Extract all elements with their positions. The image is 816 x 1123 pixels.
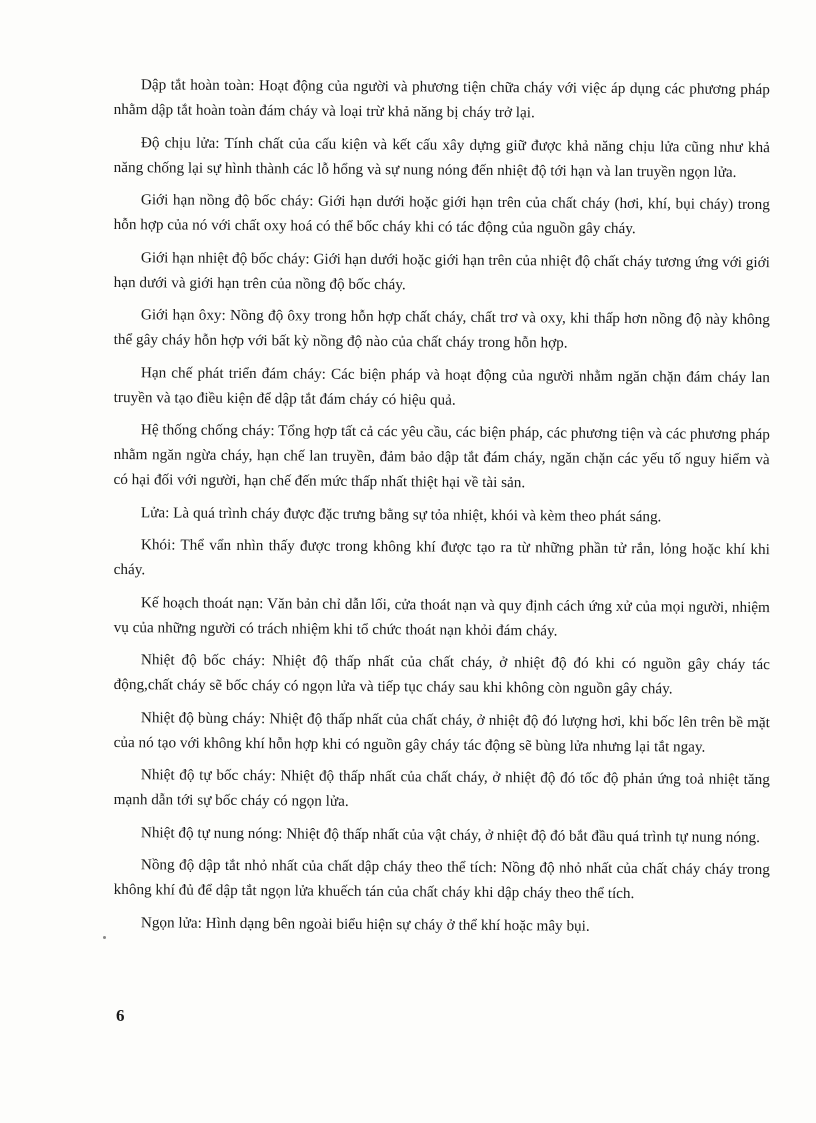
paragraph-do-chiu-lua: Độ chịu lửa: Tính chất của cấu kiện và kết cấu xây dựng giữ được khả năng chịu lửa cũng như khả năng chống lại sự hình thành các lỗ hổng và sự nung nóng đến nhiệt độ tới hạn và lan truyền ngọn lửa. [113, 133, 770, 181]
paragraph-nhiet-do-bung-chay: Nhiệt độ bùng cháy: Nhiệt độ thấp nhất của chất cháy, ở nhiệt độ đó lượng hơi, khi bốc lên trên bề mặt của nó tạo với không khí hỗn hợp khi có nguồn gây cháy tác động sẽ bùng lửa nhưng lại tắt ngay. [113, 708, 770, 756]
paragraph-nhiet-do-tu-nung-nong: Nhiệt độ tự nung nóng: Nhiệt độ thấp nhất của vật cháy, ở nhiệt độ đó bắt đầu quá trình tự nung nóng. [140, 823, 761, 846]
paragraph-he-thong-chong-chay: Hệ thống chống cháy: Tổng hợp tất cả các yêu cầu, các biện pháp, các phương tiện và các phương pháp nhằm ngăn ngừa cháy, hạn chế lan truyền, đảm bảo dập tắt đám cháy, ngăn chặn các yếu tố nguy hiểm và có hại đối với người, hạn chế đến mức thấp nhất thiệt hại về tài sản. [113, 421, 770, 492]
page-number: 6 [116, 1006, 125, 1025]
paragraph-ngon-lua: Ngọn lửa: Hình dạng bên ngoài biểu hiện sự cháy ở thể khí hoặc mây bụi. [140, 913, 590, 935]
paragraph-lua: Lửa: Là quá trình cháy được đặc trưng bằng sự tỏa nhiệt, khói và kèm theo phát sáng. [140, 503, 662, 525]
paragraph-dap-tat-hoan-toan: Dập tắt hoàn toàn: Hoạt động của người và phương tiện chữa cháy với việc áp dụng các phương pháp nhằm dập tắt hoàn toàn đám cháy và loại trừ khả năng bị cháy trở lại. [113, 76, 770, 122]
paragraph-gioi-han-nhiet-do-boc-chay: Giới hạn nhiệt độ bốc cháy: Giới hạn dưới hoặc giới hạn trên của nhiệt độ chất cháy tương ứng với giới hạn dưới và giới hạn trên của nồng độ bốc cháy. [113, 248, 770, 293]
paragraph-han-che-phat-trien: Hạn chế phát triển đám cháy: Các biện pháp và hoạt động của người nhằm ngăn chặn đám cháy lan truyền và tạo điều kiện để dập tắt đám cháy có hiệu quả. [113, 363, 770, 409]
paragraph-gioi-han-oxy: Giới hạn ôxy: Nồng độ ôxy trong hỗn hợp chất cháy, chất trơ và oxy, khi thấp hơn nồng độ này không thể gây cháy hỗn hợp với bất kỳ nồng độ nào của chất cháy trong hỗn hợp. [113, 306, 770, 352]
paragraph-nong-do-dap-tat: Nồng độ dập tắt nhỏ nhất của chất dập cháy theo thể tích: Nồng độ nhỏ nhất của chất cháy cháy trong không khí đủ để dập tắt ngọn lửa khuếch tán của chất cháy khi dập cháy theo thể tích. [113, 856, 770, 903]
paragraph-nhiet-do-tu-boc-chay: Nhiệt độ tự bốc cháy: Nhiệt độ thấp nhất của chất cháy, ở nhiệt độ đó tốc độ phản ứng toả nhiệt tăng mạnh dẫn tới sự bốc cháy có ngọn lửa. [113, 766, 770, 810]
paragraph-khoi: Khói: Thể vẩn nhìn thấy được trong không khí được tạo ra từ những phần tử rắn, lỏng hoặc khí khi cháy. [113, 536, 770, 579]
paragraph-nhiet-do-boc-chay: Nhiệt độ bốc cháy: Nhiệt độ thấp nhất của chất cháy, ở nhiệt độ đó khi có nguồn gây cháy tác động,chất cháy sẽ bốc cháy có ngọn lửa và tiếp tục cháy sau khi không còn nguồn gây cháy. [113, 651, 770, 698]
scan-speck [103, 936, 106, 939]
body-text [114, 72, 770, 942]
paragraph-ke-hoach-thoat-nan: Kế hoạch thoát nạn: Văn bản chỉ dẫn lối, cửa thoát nạn và quy định cách ứng xử của mọi người, nhiệm vụ của những người có trách nhiệm khi tổ chức thoát nạn khỏi đám cháy. [113, 593, 770, 639]
paragraph-gioi-han-nong-do-boc-chay: Giới hạn nồng độ bốc cháy: Giới hạn dưới hoặc giới hạn trên của chất cháy (hơi, khí, bụi cháy) trong hỗn hợp của nó với chất oxy hoá có thể bốc cháy khi có tác động của nguồn gây cháy. [113, 191, 770, 238]
